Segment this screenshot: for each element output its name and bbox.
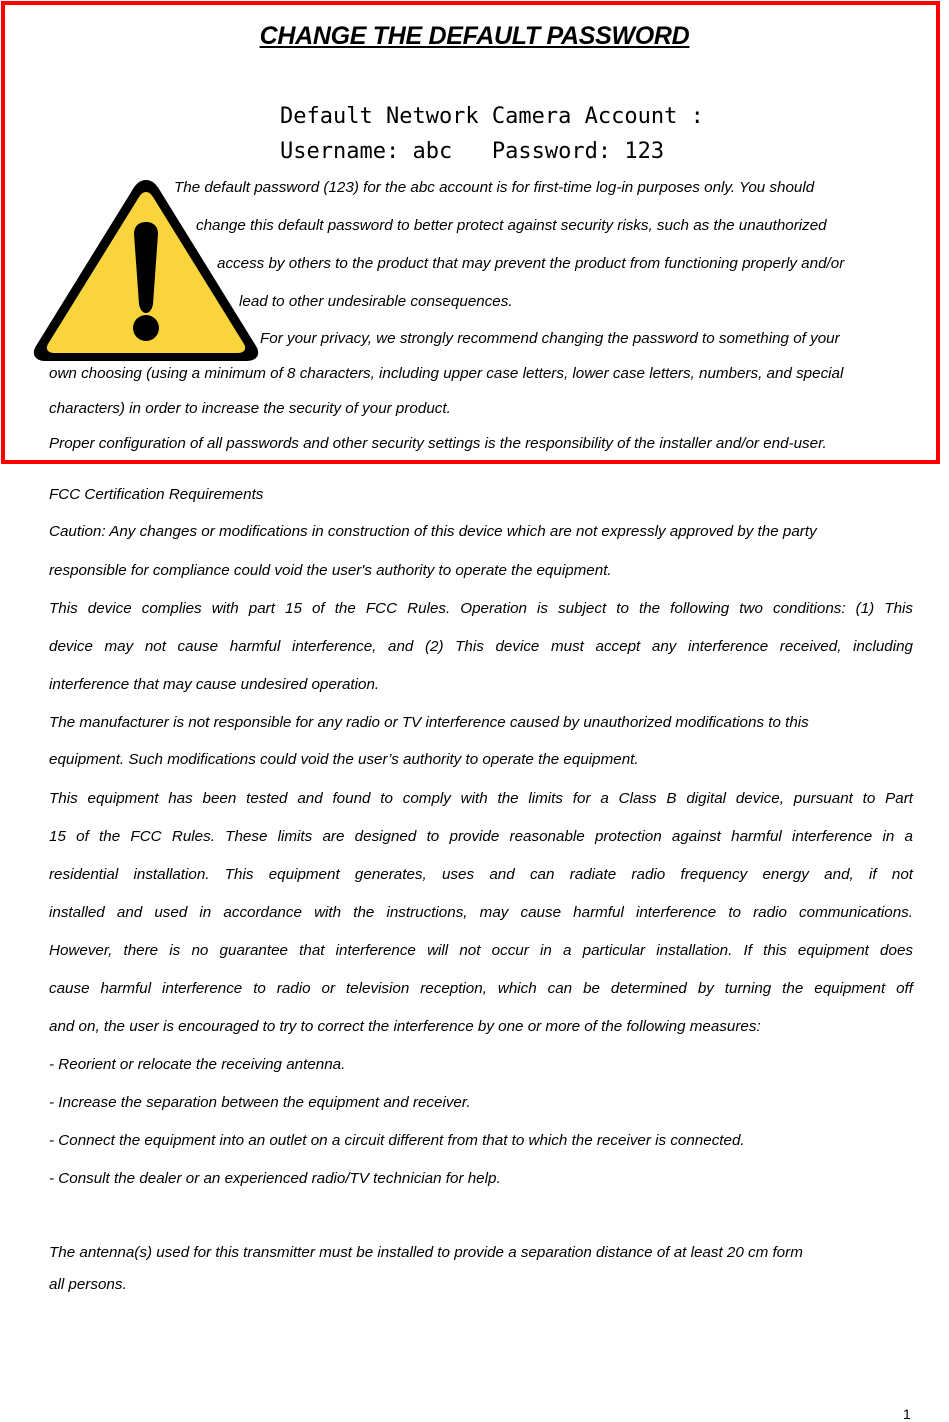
fcc-line: Caution: Any changes or modifications in construction of this device which are not expressly approved by the party: [49, 523, 817, 540]
fcc-antenna-line: all persons.: [49, 1276, 127, 1293]
fcc-line: residential installation. This equipment generates, uses and can radiate radio frequency energy and, if not: [49, 866, 913, 883]
fcc-heading: FCC Certification Requirements: [49, 486, 264, 503]
fcc-line: responsible for compliance could void the user's authority to operate the equipment.: [49, 562, 612, 579]
fcc-line: installed and used in accordance with the instructions, may cause harmful interference to radio communications.: [49, 904, 913, 921]
notice-line: access by others to the product that may prevent the product from functioning properly and/or: [217, 255, 845, 272]
notice-line: own choosing (using a minimum of 8 characters, including upper case letters, lower case letters, numbers, and special: [49, 365, 844, 382]
notice-line: Proper configuration of all passwords and other security settings is the responsibility of the installer and/or end-user.: [49, 435, 827, 452]
fcc-line: cause harmful interference to radio or television reception, which can be determined by turning the equipment off: [49, 980, 913, 997]
notice-line: The default password (123) for the abc account is for first-time log-in purposes only. You should: [174, 179, 815, 196]
account-header: Default Network Camera Account :: [280, 104, 704, 129]
notice-line: change this default password to better protect against security risks, such as the unauthorized: [196, 217, 827, 234]
fcc-line: The manufacturer is not responsible for any radio or TV interference caused by unauthorized modifications to this: [49, 714, 809, 731]
notice-line: For your privacy, we strongly recommend changing the password to something of your: [260, 330, 840, 347]
fcc-measure: - Increase the separation between the equipment and receiver.: [49, 1094, 471, 1111]
notice-title: CHANGE THE DEFAULT PASSWORD: [259, 22, 690, 50]
fcc-line: interference that may cause undesired operation.: [49, 676, 380, 693]
fcc-line: 15 of the FCC Rules. These limits are designed to provide reasonable protection against harmful interference in a: [49, 828, 913, 845]
fcc-antenna-line: The antenna(s) used for this transmitter must be installed to provide a separation distance of at least 20 cm form: [49, 1244, 803, 1261]
fcc-measure: - Connect the equipment into an outlet on a circuit different from that to which the receiver is connected.: [49, 1132, 745, 1149]
fcc-line: and on, the user is encouraged to try to correct the interference by one or more of the following measures:: [49, 1018, 761, 1035]
fcc-line: device may not cause harmful interference, and (2) This device must accept any interference received, including: [49, 638, 913, 655]
fcc-line: This device complies with part 15 of the FCC Rules. Operation is subject to the following two conditions: (1) This: [49, 600, 913, 617]
fcc-measure: - Consult the dealer or an experienced radio/TV technician for help.: [49, 1170, 501, 1187]
fcc-line: However, there is no guarantee that interference will not occur in a particular installation. If this equipment does: [49, 942, 913, 959]
fcc-measure: - Reorient or relocate the receiving antenna.: [49, 1056, 346, 1073]
fcc-line: equipment. Such modifications could void the user’s authority to operate the equipment.: [49, 751, 639, 768]
fcc-line: This equipment has been tested and found to comply with the limits for a Class B digital device, pursuant to Part: [49, 790, 913, 807]
notice-line: lead to other undesirable consequences.: [239, 293, 513, 310]
page-number: 1: [903, 1406, 911, 1422]
notice-line: characters) in order to increase the security of your product.: [49, 400, 451, 417]
account-credentials: Username: abc Password: 123: [280, 139, 665, 164]
